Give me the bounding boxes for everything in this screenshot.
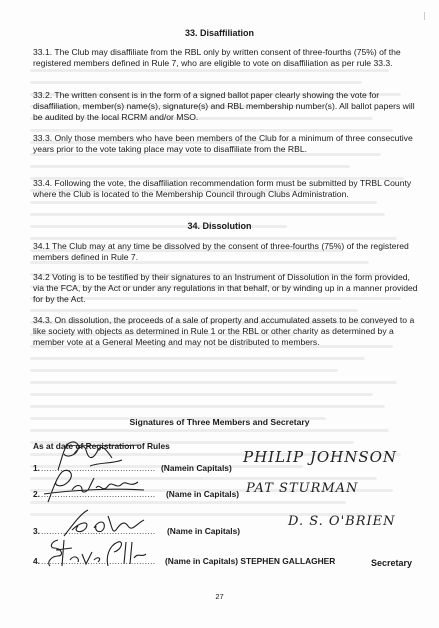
clause-33-1-text: 33.1. The Club may disaffiliate from the RBL only by written consent of three-fourths (75%) of the registered members defined in Rule 7, who are eligible to vote on disaffiliation as per rule 33.3. xyxy=(33,47,401,68)
clause-34-3 xyxy=(33,315,418,348)
name-caption: (Namein Capitals) xyxy=(161,463,232,473)
signature-line: .......................................... xyxy=(41,489,156,499)
printed-name-1: PHILIP JOHNSON xyxy=(243,448,398,466)
signatures-heading: Signatures of Three Members and Secretary xyxy=(129,417,310,427)
signature-line: .......................................... xyxy=(41,526,156,536)
printed-name-3: D. S. O'BRIEN xyxy=(288,514,396,529)
signature-3-scrawl xyxy=(58,506,148,540)
name-caption: (Name in Capitals) STEPHEN GALLAGHER xyxy=(165,556,336,566)
section-33-heading: 33. Disaffiliation xyxy=(184,28,255,38)
clause-33-2 xyxy=(33,90,418,123)
as-at-registration-text: As at date of Registration of Rules xyxy=(33,441,170,451)
signature-row-number: 2. xyxy=(33,489,40,499)
signature-row-number: 4. xyxy=(33,556,40,566)
name-caption: (Name in Capitals) xyxy=(167,526,241,536)
clause-34-2 xyxy=(33,272,418,305)
margin-mark xyxy=(424,12,429,20)
clause-33-1 xyxy=(33,47,418,69)
secretary-role: Secretary xyxy=(371,558,413,568)
clause-33-4-text: 33.4. Following the vote, the disaffiliation recommendation form must be submitted by TRBL County where the Club is located to the Membership Council through Clubs Administration. xyxy=(33,178,412,199)
clause-34-1-text: 34.1 The Club may at any time be dissolved by the consent of three-fourths (75%) of the registered members defined in Rule 7. xyxy=(33,241,409,262)
clause-33-4 xyxy=(33,178,418,200)
signature-line: .......................................... xyxy=(41,556,156,566)
clause-33-3-text: 33.3. Only those members who have been members of the Club for a minimum of three consecutive years prior to the vote taking place may vote to disaffiliate from the RBL. xyxy=(33,133,413,154)
signature-2-scrawl xyxy=(42,468,147,504)
page-number: 27 xyxy=(215,592,224,601)
clause-34-2-text: 34.2 Voting is to be testified by their signatures to an Instrument of Dissolution in the form provided, via the FCA, by the Act or under any regulations in that behalf, or by winding up in a manner provided for by the Act. xyxy=(33,272,418,304)
section-34-heading: 34. Dissolution xyxy=(187,221,252,231)
clause-34-3-text: 34.3. On dissolution, the proceeds of a sale of property and accumulated assets to be conveyed to a like society with objects as determined in Rule 1 or the RBL or other charity as determined by a member vote at a General Meeting and may not be distributed to members. xyxy=(33,315,415,347)
signature-row-number: 3. xyxy=(33,526,40,536)
signature-row-number: 1. xyxy=(33,463,40,473)
signature-line: .......................................... xyxy=(41,463,156,473)
name-caption: (Name in Capitals) xyxy=(166,489,240,499)
signature-4-scrawl xyxy=(42,536,152,572)
clause-33-3 xyxy=(33,133,418,155)
clause-33-2-text: 33.2. The written consent is in the form of a signed ballot paper clearly showing the vote for disaffiliation, member(s) name(s), signature(s) and RBL membership number(s). All ballot papers will be audited by the local RCRM and/or MSO. xyxy=(33,90,415,122)
clause-34-1 xyxy=(33,241,418,263)
printed-name-2: PAT STURMAN xyxy=(246,481,359,496)
